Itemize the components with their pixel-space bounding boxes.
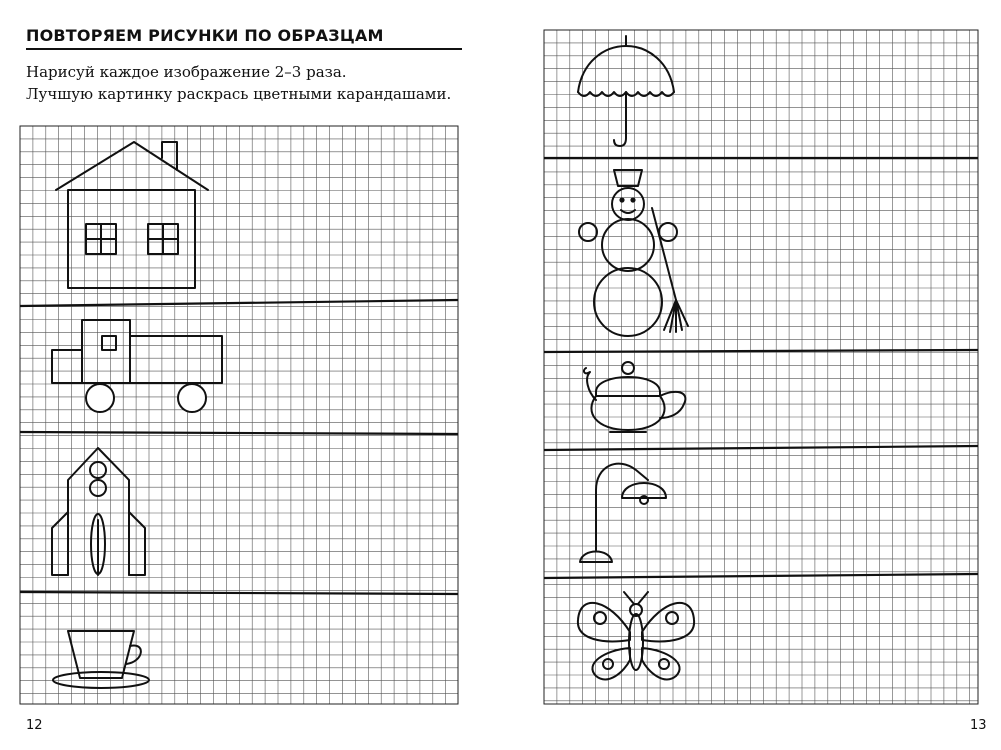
section-divider [544,574,978,578]
section-divider [544,350,978,352]
truck-drawing [52,320,222,412]
page-number-left: 12 [26,718,43,733]
grid-sheet-right [500,0,1001,750]
teapot-drawing [584,362,685,432]
rocket-drawing [52,448,145,575]
right-page [500,0,1001,750]
lamp-drawing [580,464,666,562]
page-number-right: 13 [970,718,987,733]
teacup-drawing [53,631,149,688]
instruction-line-2: Лучшую картинку раскрась цветными карандашами. [26,85,452,103]
section-divider [20,592,458,594]
umbrella-drawing [578,36,674,146]
instruction-line-1: Нарисуй каждое изображение 2–3 раза. [26,63,347,81]
left-page [0,0,500,750]
page-title: ПОВТОРЯЕМ РИСУНКИ ПО ОБРАЗЦАМ [26,26,384,45]
section-divider [544,446,978,450]
grid-sheet-left [0,0,500,750]
grid-border [544,30,978,704]
section-divider [20,432,458,434]
house-drawing [56,142,208,288]
